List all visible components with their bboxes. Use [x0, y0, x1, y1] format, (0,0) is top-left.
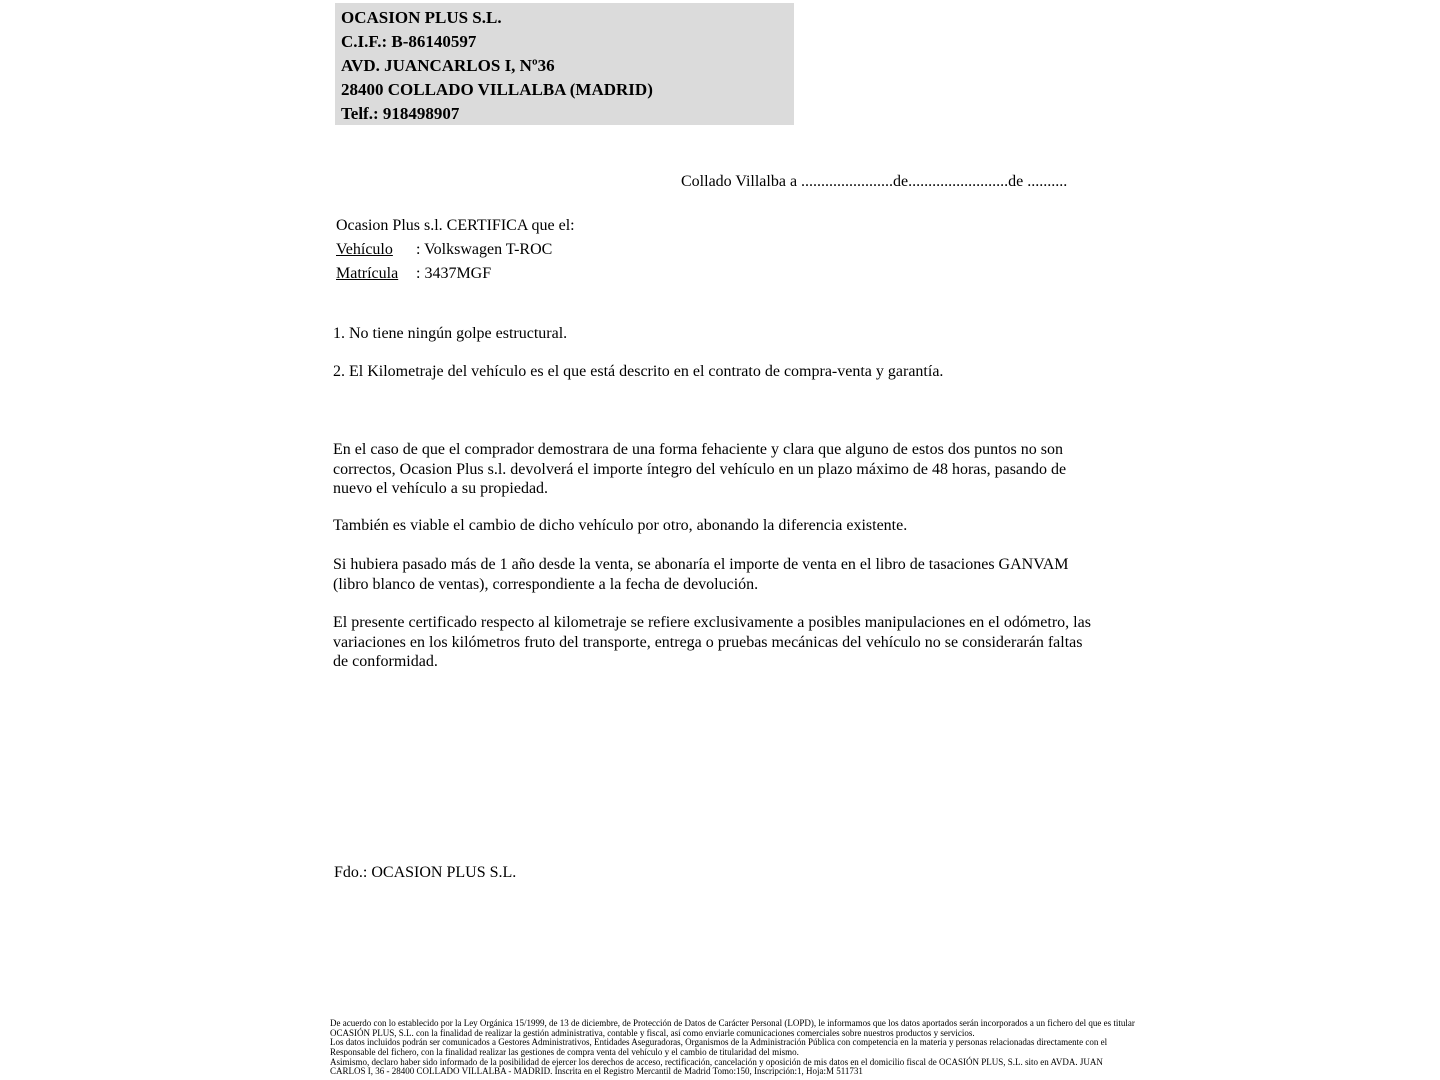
company-address: AVD. JUANCARLOS I, Nº36 — [341, 56, 555, 75]
legal-line: De acuerdo con lo establecido por la Ley Orgánica 15/1999, de 13 de diciembre, de Protección de Datos de Carácter Personal (LOPD), le informamos que los datos aportados serán incorporados a un fichero del que es titular — [330, 1018, 1135, 1028]
paragraph-refund: En el caso de que el comprador demostrara de una forma fehaciente y clara que alguno de estos dos puntos no son correctos, Ocasion Plus s.l. devolverá el importe íntegro del vehículo en un plazo máximo de 48 horas, pasando de nuevo el vehículo a su propiedad. — [333, 441, 1067, 497]
vehicle-value: : Volkswagen T-ROC — [416, 241, 553, 258]
plate-label-cell — [336, 262, 416, 286]
legal-fine-print — [330, 1018, 1135, 1077]
certificate-intro: Ocasion Plus s.l. CERTIFICA que el: — [336, 217, 575, 234]
plate-value: : 3437MGF — [416, 265, 492, 282]
legal-line: Responsable del fichero, con la finalidad realizar las gestiones de compra venta del vehículo y el cambio de titularidad del mismo. — [330, 1046, 799, 1057]
point-2: 2. El Kilometraje del vehículo es el que está descrito en el contrato de compra-venta y garantía. — [333, 363, 944, 380]
plate-row — [336, 262, 575, 286]
paragraph-odometer: El presente certificado respecto al kilometraje se refiere exclusivamente a posibles manipulaciones en el odómetro, las variaciones en los kilómetros fruto del transporte, entrega o pruebas mecánicas del vehículo no se considerarán faltas de conformidad. — [333, 614, 1091, 670]
legal-line: Asimismo, declaro haber sido informado de la posibilidad de ejercer los derechos de acceso, rectificación, cancelación y oposición de mis datos en el domicilio fiscal de OCASIÓN PLUS, S.L. sito en AVDA. JUAN — [330, 1056, 1103, 1067]
vehicle-label-cell — [336, 238, 416, 262]
signature-line: Fdo.: OCASION PLUS S.L. — [334, 864, 517, 881]
company-header-block — [335, 3, 794, 125]
company-cif: C.I.F.: B-86140597 — [341, 32, 477, 51]
legal-line: OCASIÓN PLUS, S.L. con la finalidad de realizar la gestión administrativa, contable y fiscal, así como enviarle comunicaciones comerciales sobre nuestros productos y servicios. — [330, 1027, 975, 1038]
company-phone: Telf.: 918498907 — [341, 104, 460, 123]
certificate-block — [336, 214, 575, 286]
paragraph-ganvam: Si hubiera pasado más de 1 año desde la venta, se abonaría el importe de venta en el libro de tasaciones GANVAM (libro blanco de ventas), correspondiente a la fecha de devolución. — [333, 556, 1069, 593]
company-city: 28400 COLLADO VILLALBA (MADRID) — [341, 80, 653, 99]
legal-line: Los datos incluidos podrán ser comunicados a Gestores Administrativos, Entidades Aseguradoras, Organismos de la Administración Pública con competencia en la materia y personas relacionadas directamente con el — [330, 1037, 1108, 1048]
legal-line: CARLOS I, 36 - 28400 COLLADO VILLALBA - MADRID. Inscrita en el Registro Mercantil de Madrid Tomo:150, Inscripción:1, Hoja:M 511731 — [330, 1066, 863, 1077]
point-1: 1. No tiene ningún golpe estructural. — [333, 325, 568, 342]
plate-label: Matrícula — [336, 265, 399, 282]
vehicle-row — [336, 238, 575, 262]
vehicle-label: Vehículo — [336, 241, 393, 258]
date-line: Collado Villalba a .......................de.........................de .......... — [681, 173, 1068, 190]
company-name: OCASION PLUS S.L. — [341, 8, 502, 27]
paragraph-exchange: También es viable el cambio de dicho vehículo por otro, abonando la diferencia existente. — [333, 517, 908, 534]
